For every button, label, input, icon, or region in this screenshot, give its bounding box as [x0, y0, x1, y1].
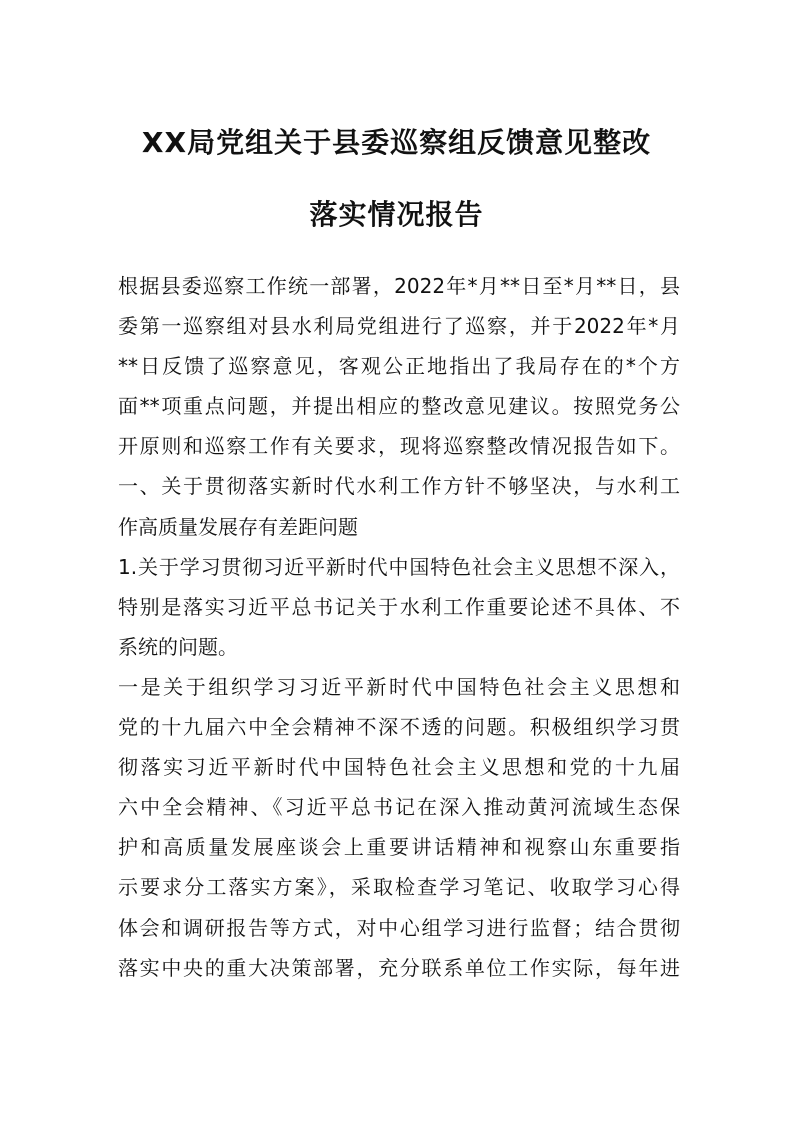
text-line: 一是关于组织学习习近平新时代中国特色社会主义思想和 [118, 674, 680, 699]
text-line: 特别是落实习近平总书记关于水利工作重要论述不具体、不 [118, 594, 680, 619]
text-line: 1.关于学习贯彻习近平新时代中国特色社会主义思想不深入， [118, 554, 680, 579]
text-line: 委第一巡察组对县水利局党组进行了巡察，并于2022年*月 [118, 314, 680, 339]
text-line: 作高质量发展存有差距问题 [118, 514, 358, 539]
document-title-line-2: 落实情况报告 [309, 198, 484, 231]
text-line: 系统的问题。 [118, 634, 238, 659]
text-line: 体会和调研报告等方式，对中心组学习进行监督；结合贯彻 [118, 915, 680, 940]
document-title-line-1: XX局党组关于县委巡察组反馈意见整改 [141, 126, 652, 159]
text-line: 党的十九届六中全会精神不深不透的问题。积极组织学习贯 [118, 715, 680, 740]
text-line: 彻落实习近平新时代中国特色社会主义思想和党的十九届 [118, 755, 680, 780]
text-line: **日反馈了巡察意见，客观公正地指出了我局存在的*个方 [118, 354, 680, 379]
text-line: 六中全会精神、《习近平总书记在深入推动黄河流域生态保 [118, 795, 680, 820]
text-line: 开原则和巡察工作有关要求，现将巡察整改情况报告如下。 [118, 434, 680, 459]
text-line: 落实中央的重大决策部署，充分联系单位工作实际，每年进 [118, 955, 680, 980]
text-line: 护和高质量发展座谈会上重要讲话精神和视察山东重要指 [118, 835, 680, 860]
text-line: 示要求分工落实方案》，采取检查学习笔记、收取学习心得 [118, 875, 680, 900]
text-line: 面**项重点问题，并提出相应的整改意见建议。按照党务公 [118, 394, 680, 419]
text-line: 一、关于贯彻落实新时代水利工作方针不够坚决，与水利工 [118, 474, 680, 499]
document-body [118, 266, 680, 988]
text-line: 根据县委巡察工作统一部署，2022年*月**日至*月**日，县 [118, 274, 680, 298]
